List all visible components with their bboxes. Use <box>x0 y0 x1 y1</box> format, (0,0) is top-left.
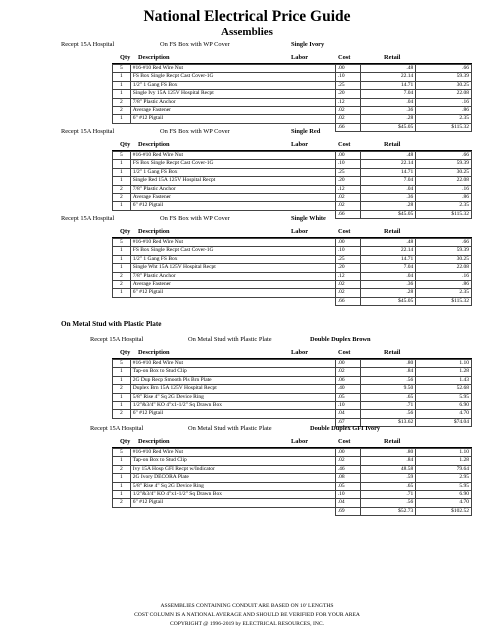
retail-cell: 79.64 <box>416 465 472 473</box>
total-cost: $45.05 <box>360 210 416 218</box>
description-cell: 6" #12 Pigtail <box>130 410 335 418</box>
labor-cell: .05 <box>335 393 360 401</box>
labor-cell: .00 <box>335 360 360 368</box>
retail-cell: 2.35 <box>416 289 472 297</box>
retail-cell: 2.35 <box>416 115 472 123</box>
retail-cell: .16 <box>416 98 472 106</box>
retail-cell: 30.25 <box>416 81 472 89</box>
labor-cell: .00 <box>335 449 360 457</box>
total-retail: $74.04 <box>416 418 472 426</box>
retail-cell: 2.35 <box>416 202 472 210</box>
table-row <box>113 73 472 81</box>
column-header-qty: Qty <box>120 438 131 445</box>
table-row <box>113 272 472 280</box>
qty-cell: 1 <box>113 177 131 185</box>
retail-cell: 30.25 <box>416 168 472 176</box>
retail-cell: 22.08 <box>416 90 472 98</box>
labor-cell: .10 <box>335 247 360 255</box>
qty-cell: 1 <box>113 255 131 263</box>
labor-cell: .02 <box>335 115 360 123</box>
section-device: Recept 15A Hospital <box>90 425 144 432</box>
qty-cell: 1 <box>113 264 131 272</box>
retail-cell: 59.39 <box>416 73 472 81</box>
qty-cell: 5 <box>113 449 131 457</box>
qty-cell: 2 <box>113 385 131 393</box>
section-mount: On Metal Stud with Plastic Plate <box>188 425 272 432</box>
description-cell: 1/2" 1 Gang FS Box <box>130 81 335 89</box>
column-header-row <box>112 437 472 448</box>
retail-cell: .86 <box>416 107 472 115</box>
description-cell: Single Red 15A 125V Hospital Recpt <box>130 177 335 185</box>
retail-cell: .66 <box>416 65 472 73</box>
footer-line-2: COST COLUMN IS A NATIONAL AVERAGE AND SHOULD BE VERIFIED FOR YOUR AREA <box>134 612 360 618</box>
retail-cell: 1.10 <box>416 360 472 368</box>
section-header <box>61 128 441 137</box>
table-row <box>113 393 472 401</box>
total-labor: .67 <box>335 418 360 426</box>
labor-cell: .46 <box>335 465 360 473</box>
cost-cell: .59 <box>360 474 416 482</box>
description-cell: 5/8" Rise 4" Sq 2G Device Ring <box>130 393 335 401</box>
total-cost: $45.05 <box>360 123 416 131</box>
table-row <box>113 65 472 73</box>
column-header-row <box>112 227 472 238</box>
cost-cell: .71 <box>360 491 416 499</box>
cost-cell: 9.50 <box>360 385 416 393</box>
table-row <box>113 368 472 376</box>
retail-cell: 2.95 <box>416 474 472 482</box>
description-cell: 7/8" Plastic Anchor <box>130 98 335 106</box>
cost-cell: .56 <box>360 410 416 418</box>
labor-cell: .20 <box>335 90 360 98</box>
section-mount: On FS Box with WP Cover <box>160 128 230 135</box>
labor-cell: .25 <box>335 255 360 263</box>
cost-cell: 7.04 <box>360 177 416 185</box>
description-cell: Average Fastener <box>130 194 335 202</box>
total-spacer <box>130 507 335 515</box>
items-table <box>112 359 472 427</box>
table-row <box>113 202 472 210</box>
retail-cell: 6.90 <box>416 491 472 499</box>
column-header-cost: Cost <box>338 228 351 235</box>
labor-cell: .04 <box>335 410 360 418</box>
section-device: Recept 15A Hospital <box>61 215 115 222</box>
retail-cell: .86 <box>416 281 472 289</box>
labor-cell: .02 <box>335 107 360 115</box>
description-cell: Tap-on Box to Stud Clip <box>130 457 335 465</box>
retail-cell: .66 <box>416 239 472 247</box>
qty-cell: 1 <box>113 368 131 376</box>
table-row <box>113 177 472 185</box>
qty-cell: 2 <box>113 98 131 106</box>
table-row <box>113 168 472 176</box>
total-retail: $115.32 <box>416 297 472 305</box>
retail-cell: 22.08 <box>416 177 472 185</box>
qty-cell: 2 <box>113 185 131 193</box>
footer-line-3: COPYRIGHT @ 1996-2019 by ELECTRICAL RESOURCES, INC. <box>169 621 324 627</box>
labor-cell: .10 <box>335 402 360 410</box>
section-device: Recept 15A Hospital <box>61 41 115 48</box>
description-cell: 7/8" Plastic Anchor <box>130 185 335 193</box>
description-cell: Ivy 15A Hosp GFI Recpt w/Indicator <box>130 465 335 473</box>
labor-cell: .02 <box>335 289 360 297</box>
column-header-retail: Retail <box>384 228 401 235</box>
labor-cell: .00 <box>335 65 360 73</box>
cost-cell: .28 <box>360 289 416 297</box>
table-row <box>113 474 472 482</box>
cost-cell: .80 <box>360 449 416 457</box>
labor-cell: .10 <box>335 73 360 81</box>
column-header-labor: Labor <box>291 228 309 235</box>
qty-cell: 1 <box>113 376 131 384</box>
table-row <box>113 457 472 465</box>
table-row <box>113 385 472 393</box>
column-header-labor: Labor <box>291 54 309 61</box>
column-header-qty: Qty <box>120 54 131 61</box>
qty-cell: 1 <box>113 393 131 401</box>
section-header <box>90 425 470 434</box>
qty-cell: 1 <box>113 202 131 210</box>
retail-cell: 4.70 <box>416 499 472 507</box>
retail-cell: .16 <box>416 185 472 193</box>
table-row <box>113 410 472 418</box>
labor-cell: .05 <box>335 482 360 490</box>
column-header-description: Description <box>138 349 170 356</box>
section-finish: Single White <box>291 215 326 222</box>
retail-cell: .86 <box>416 194 472 202</box>
column-header-labor: Labor <box>291 349 309 356</box>
cost-cell: .48 <box>360 65 416 73</box>
retail-cell: 4.70 <box>416 410 472 418</box>
description-cell: 7/8" Plastic Anchor <box>130 272 335 280</box>
description-cell: #16-#10 Red Wire Nut <box>130 65 335 73</box>
retail-cell: 22.08 <box>416 264 472 272</box>
cost-cell: .48 <box>360 152 416 160</box>
section-mount: On Metal Stud with Plastic Plate <box>188 336 272 343</box>
cost-cell: 22.14 <box>360 160 416 168</box>
description-cell: FS Box Single Recpt Cast Cover-1G <box>130 160 335 168</box>
qty-cell: 2 <box>113 194 131 202</box>
qty-cell: 5 <box>113 65 131 73</box>
description-cell: Single Wht 15A 125V Hospital Recpt <box>130 264 335 272</box>
qty-cell: 2 <box>113 499 131 507</box>
cost-cell: .56 <box>360 499 416 507</box>
table-row <box>113 152 472 160</box>
retail-cell: 59.39 <box>416 160 472 168</box>
description-cell: 6" #12 Pigtail <box>130 115 335 123</box>
column-header-qty: Qty <box>120 141 131 148</box>
cost-cell: .84 <box>360 457 416 465</box>
cost-cell: .84 <box>360 368 416 376</box>
description-cell: 1/2"&3/4" KO 4"x1-1/2" Sq Drawn Box <box>130 491 335 499</box>
total-labor: .66 <box>335 297 360 305</box>
labor-cell: .40 <box>335 385 360 393</box>
items-table <box>112 448 472 516</box>
description-cell: FS Box Single Recpt Cast Cover-1G <box>130 73 335 81</box>
qty-cell: 2 <box>113 272 131 280</box>
column-header-cost: Cost <box>338 141 351 148</box>
qty-cell: 1 <box>113 289 131 297</box>
description-cell: 2G Ivory DECORA Plate <box>130 474 335 482</box>
total-labor: .66 <box>335 123 360 131</box>
total-spacer <box>113 297 131 305</box>
column-header-row <box>112 53 472 64</box>
column-header-description: Description <box>138 438 170 445</box>
labor-cell: .02 <box>335 194 360 202</box>
qty-cell: 1 <box>113 402 131 410</box>
cost-cell: 7.04 <box>360 90 416 98</box>
total-row <box>113 297 472 305</box>
column-header-retail: Retail <box>384 141 401 148</box>
section-device: Recept 15A Hospital <box>61 128 115 135</box>
section-header <box>61 41 441 50</box>
column-header-description: Description <box>138 54 170 61</box>
retail-cell: 6.90 <box>416 402 472 410</box>
table-row <box>113 491 472 499</box>
qty-cell: 2 <box>113 107 131 115</box>
cost-cell: 48.58 <box>360 465 416 473</box>
table-row <box>113 81 472 89</box>
table-row <box>113 465 472 473</box>
total-spacer <box>113 507 131 515</box>
qty-cell: 1 <box>113 474 131 482</box>
retail-cell: 5.95 <box>416 482 472 490</box>
section-finish: Double Duplex Brown <box>310 336 371 343</box>
retail-cell: 30.25 <box>416 255 472 263</box>
items-table <box>112 238 472 306</box>
retail-cell: 52.68 <box>416 385 472 393</box>
retail-cell: 5.95 <box>416 393 472 401</box>
retail-cell: 59.39 <box>416 247 472 255</box>
description-cell: 5/8" Rise 4" Sq 2G Device Ring <box>130 482 335 490</box>
labor-cell: .02 <box>335 281 360 289</box>
table-row <box>113 160 472 168</box>
table-row <box>113 499 472 507</box>
cost-cell: .80 <box>360 360 416 368</box>
table-row <box>113 185 472 193</box>
qty-cell: 1 <box>113 247 131 255</box>
qty-cell: 1 <box>113 81 131 89</box>
total-row <box>113 507 472 515</box>
description-cell: Duplex Brn 15A 125V Hospital Recpt <box>130 385 335 393</box>
labor-cell: .12 <box>335 272 360 280</box>
column-header-row <box>112 348 472 359</box>
table-row <box>113 247 472 255</box>
table-row <box>113 360 472 368</box>
retail-cell: .16 <box>416 272 472 280</box>
table-row <box>113 376 472 384</box>
page-subtitle: Assemblies <box>221 26 273 38</box>
total-cost: $52.73 <box>360 507 416 515</box>
cost-cell: .36 <box>360 194 416 202</box>
qty-cell: 1 <box>113 73 131 81</box>
cost-cell: .28 <box>360 115 416 123</box>
description-cell: 6" #12 Pigtail <box>130 499 335 507</box>
retail-cell: .66 <box>416 152 472 160</box>
items-table <box>112 151 472 219</box>
section-mount: On FS Box with WP Cover <box>160 215 230 222</box>
column-header-retail: Retail <box>384 54 401 61</box>
description-cell: #16-#10 Red Wire Nut <box>130 239 335 247</box>
labor-cell: .12 <box>335 98 360 106</box>
total-retail: $102.52 <box>416 507 472 515</box>
retail-cell: 1.43 <box>416 376 472 384</box>
table-row <box>113 289 472 297</box>
qty-cell: 1 <box>113 168 131 176</box>
table-row <box>113 449 472 457</box>
labor-cell: .25 <box>335 81 360 89</box>
total-labor: .66 <box>335 210 360 218</box>
total-labor: .69 <box>335 507 360 515</box>
total-cost: $45.05 <box>360 297 416 305</box>
section-header <box>90 336 470 345</box>
column-header-retail: Retail <box>384 438 401 445</box>
cost-cell: .36 <box>360 107 416 115</box>
labor-cell: .10 <box>335 160 360 168</box>
retail-cell: 1.10 <box>416 449 472 457</box>
qty-cell: 1 <box>113 482 131 490</box>
qty-cell: 2 <box>113 410 131 418</box>
footer-line-1: ASSEMBLIES CONTAINING CONDUIT ARE BASED ON 10' LENGTHS <box>160 603 334 609</box>
section-device: Recept 15A Hospital <box>90 336 144 343</box>
table-row <box>113 115 472 123</box>
section-finish: Double Duplex GFI Ivory <box>310 425 381 432</box>
labor-cell: .04 <box>335 499 360 507</box>
labor-cell: .00 <box>335 239 360 247</box>
qty-cell: 1 <box>113 90 131 98</box>
section-header <box>61 215 441 224</box>
description-cell: 1/2" 1 Gang FS Box <box>130 255 335 263</box>
description-cell: Average Fastener <box>130 107 335 115</box>
column-header-cost: Cost <box>338 349 351 356</box>
cost-cell: .28 <box>360 202 416 210</box>
total-cost: $13.62 <box>360 418 416 426</box>
total-retail: $115.32 <box>416 123 472 131</box>
section-finish: Single Red <box>291 128 321 135</box>
column-header-qty: Qty <box>120 349 131 356</box>
description-cell: 1/2"&3/4" KO 4"x1-1/2" Sq Drawn Box <box>130 402 335 410</box>
qty-cell: 2 <box>113 281 131 289</box>
cost-cell: 22.14 <box>360 247 416 255</box>
qty-cell: 1 <box>113 160 131 168</box>
description-cell: FS Box Single Recpt Cast Cover-1G <box>130 247 335 255</box>
cost-cell: 14.71 <box>360 81 416 89</box>
table-row <box>113 107 472 115</box>
labor-cell: .20 <box>335 177 360 185</box>
labor-cell: .12 <box>335 185 360 193</box>
column-header-cost: Cost <box>338 438 351 445</box>
description-cell: #16-#10 Red Wire Nut <box>130 152 335 160</box>
group-title: On Metal Stud with Plastic Plate <box>61 320 162 328</box>
labor-cell: .08 <box>335 474 360 482</box>
column-header-description: Description <box>138 228 170 235</box>
table-row <box>113 482 472 490</box>
column-header-retail: Retail <box>384 349 401 356</box>
labor-cell: .02 <box>335 202 360 210</box>
table-row <box>113 98 472 106</box>
table-row <box>113 194 472 202</box>
cost-cell: 14.71 <box>360 255 416 263</box>
column-header-labor: Labor <box>291 438 309 445</box>
labor-cell: .00 <box>335 152 360 160</box>
description-cell: #16-#10 Red Wire Nut <box>130 360 335 368</box>
labor-cell: .02 <box>335 457 360 465</box>
table-row <box>113 402 472 410</box>
column-header-labor: Labor <box>291 141 309 148</box>
table-row <box>113 239 472 247</box>
qty-cell: 5 <box>113 152 131 160</box>
total-retail: $115.32 <box>416 210 472 218</box>
cost-cell: 22.14 <box>360 73 416 81</box>
labor-cell: .25 <box>335 168 360 176</box>
description-cell: #16-#10 Red Wire Nut <box>130 449 335 457</box>
description-cell: Tap-on Box to Stud Clip <box>130 368 335 376</box>
column-header-description: Description <box>138 141 170 148</box>
retail-cell: 1.28 <box>416 368 472 376</box>
description-cell: 6" #12 Pigtail <box>130 289 335 297</box>
description-cell: Single Ivy 15A 125V Hospital Recpt <box>130 90 335 98</box>
cost-cell: .04 <box>360 98 416 106</box>
column-header-qty: Qty <box>120 228 131 235</box>
cost-cell: .56 <box>360 376 416 384</box>
qty-cell: 5 <box>113 360 131 368</box>
cost-cell: 7.04 <box>360 264 416 272</box>
qty-cell: 2 <box>113 465 131 473</box>
description-cell: Average Fastener <box>130 281 335 289</box>
cost-cell: .36 <box>360 281 416 289</box>
cost-cell: .04 <box>360 272 416 280</box>
description-cell: 1/2" 1 Gang FS Box <box>130 168 335 176</box>
labor-cell: .20 <box>335 264 360 272</box>
table-row <box>113 255 472 263</box>
table-row <box>113 90 472 98</box>
qty-cell: 1 <box>113 491 131 499</box>
cost-cell: .48 <box>360 239 416 247</box>
table-row <box>113 264 472 272</box>
cost-cell: .65 <box>360 482 416 490</box>
section-mount: On FS Box with WP Cover <box>160 41 230 48</box>
retail-cell: 1.28 <box>416 457 472 465</box>
section-finish: Single Ivory <box>291 41 325 48</box>
description-cell: 2G Dup Recp Smooth Pls Brn Plate <box>130 376 335 384</box>
cost-cell: .04 <box>360 185 416 193</box>
cost-cell: .65 <box>360 393 416 401</box>
labor-cell: .10 <box>335 491 360 499</box>
total-spacer <box>130 297 335 305</box>
description-cell: 6" #12 Pigtail <box>130 202 335 210</box>
items-table <box>112 64 472 132</box>
table-row <box>113 281 472 289</box>
qty-cell: 1 <box>113 115 131 123</box>
column-header-cost: Cost <box>338 54 351 61</box>
qty-cell: 5 <box>113 239 131 247</box>
cost-cell: .71 <box>360 402 416 410</box>
qty-cell: 1 <box>113 457 131 465</box>
page-title: National Electrical Price Guide <box>143 8 351 25</box>
cost-cell: 14.71 <box>360 168 416 176</box>
column-header-row <box>112 140 472 151</box>
labor-cell: .06 <box>335 376 360 384</box>
labor-cell: .02 <box>335 368 360 376</box>
